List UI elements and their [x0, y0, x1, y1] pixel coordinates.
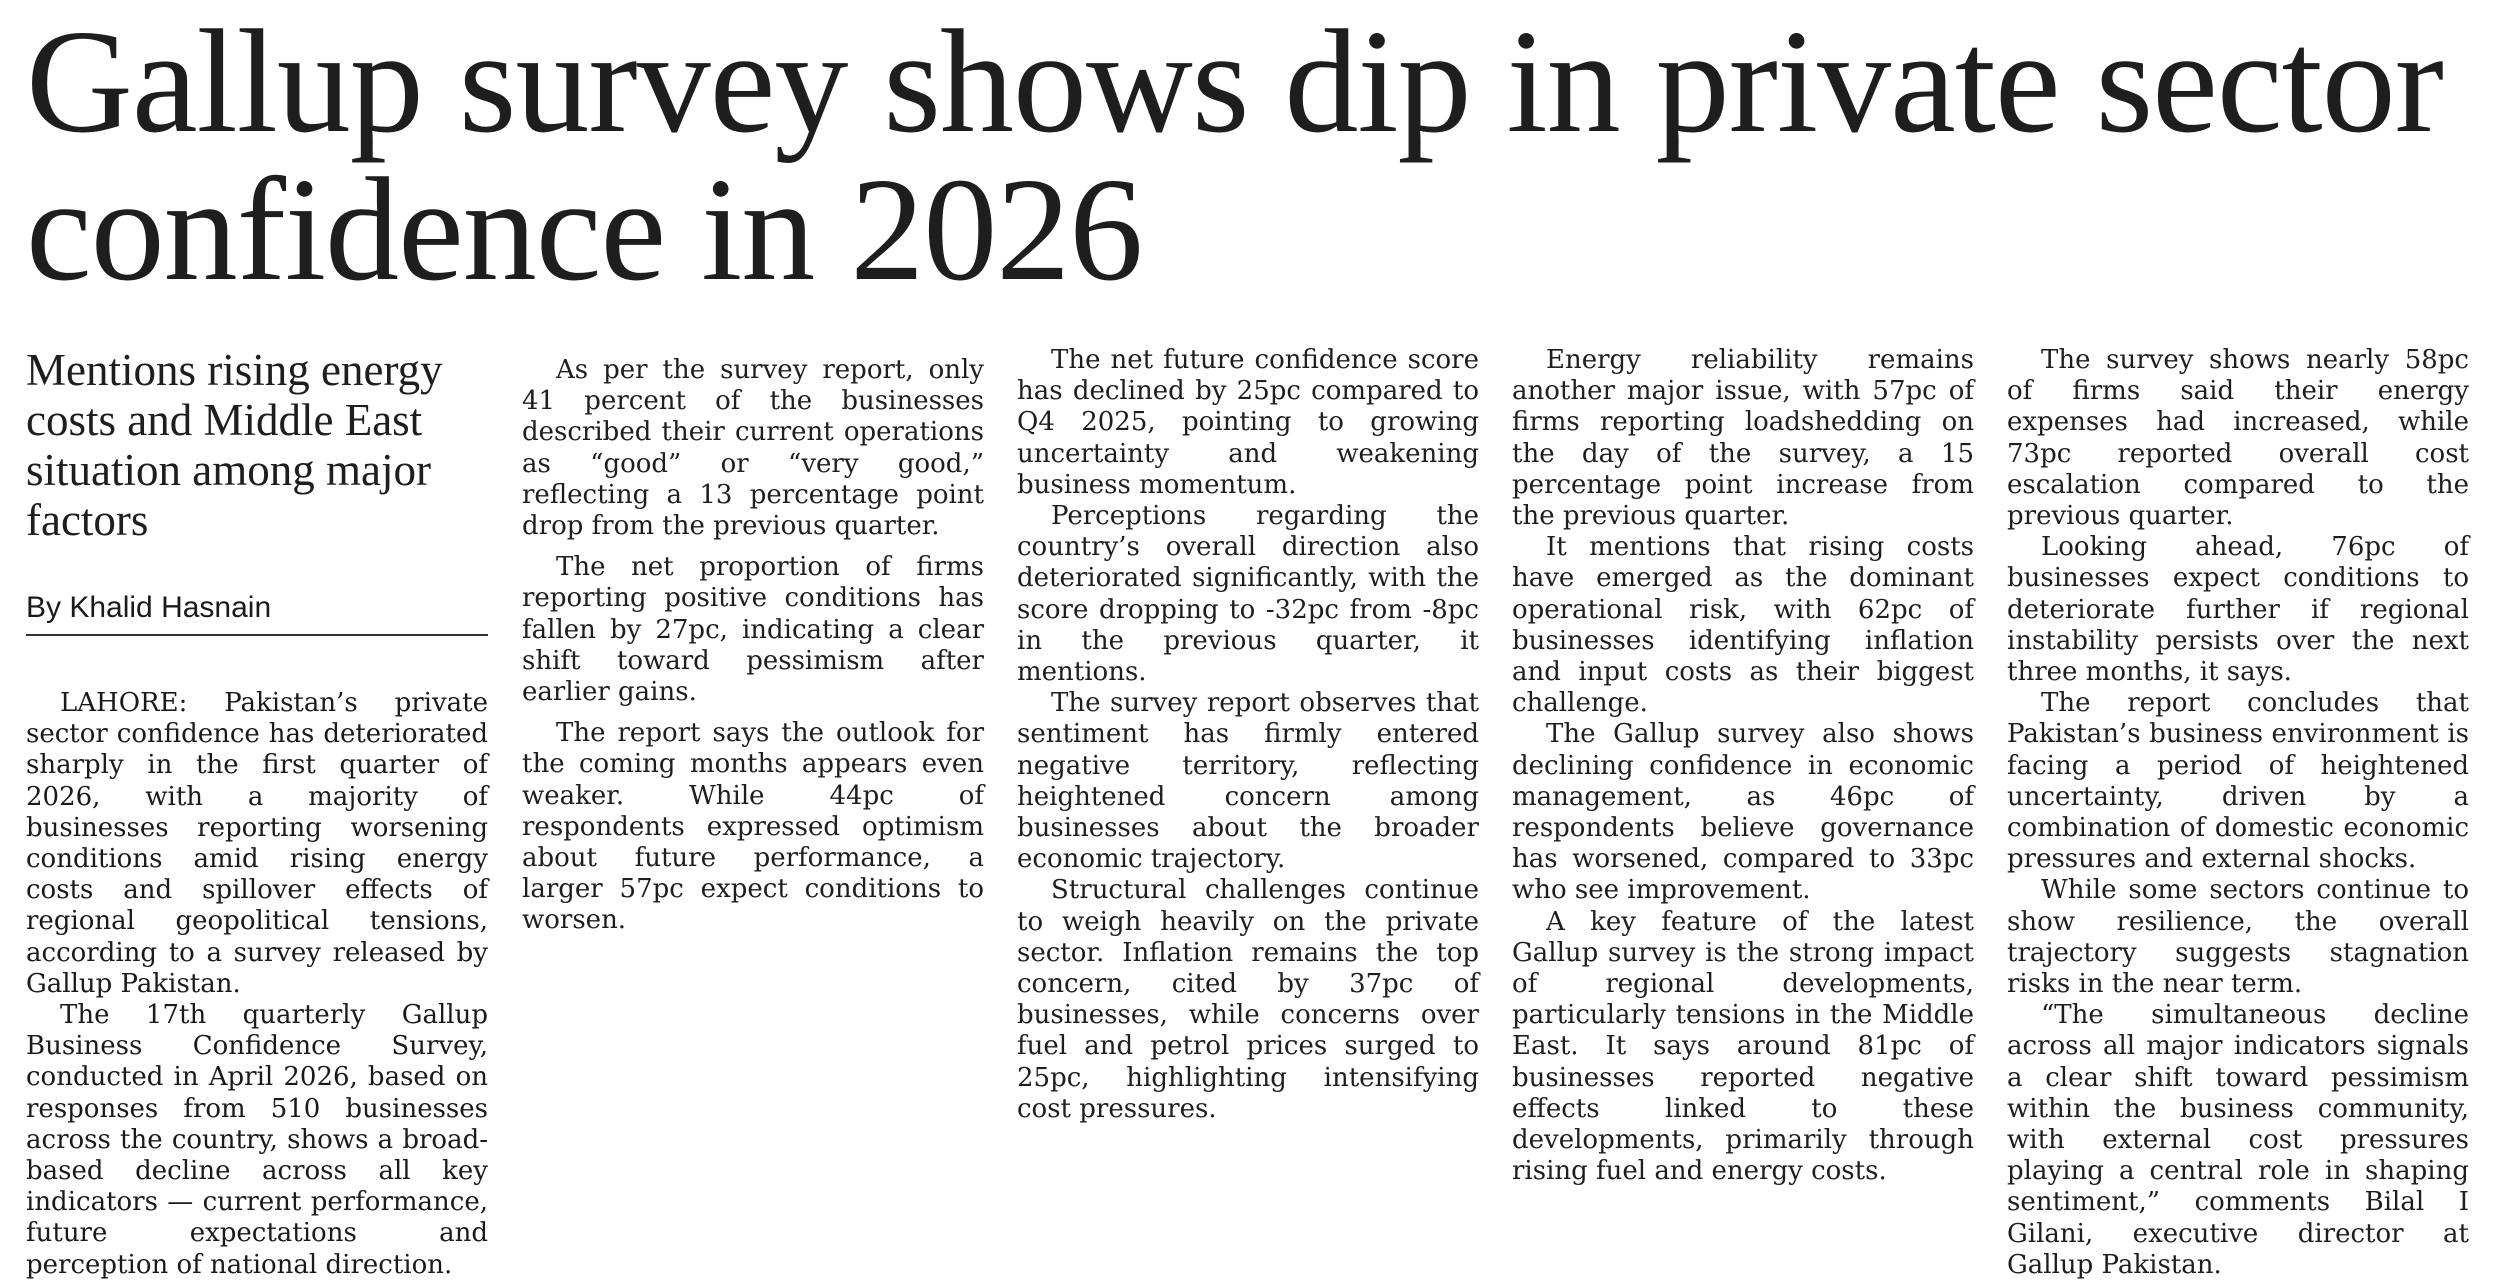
column-1-body — [26, 688, 488, 1281]
paragraph: The net proportion of firms reporting positive conditions has fallen by 27pc, indicating a clear shift toward pessimism after earlier gains. — [522, 552, 984, 708]
paragraph: The survey report observes that sentiment has firmly entered negative territory, reflecting heightened concern among businesses about the broader economic trajectory. — [1017, 688, 1479, 875]
column-4 — [1512, 345, 1974, 1187]
paragraph: Looking ahead, 76pc of businesses expect conditions to deteriorate further if regional instability persists over the next three months, it says. — [2007, 532, 2469, 688]
column-1 — [26, 345, 488, 1280]
paragraph: The survey shows nearly 58pc of firms said their energy expenses had increased, while 73pc reported overall cost escalation compared to the previous quarter. — [2007, 345, 2469, 532]
column-3 — [1017, 345, 1479, 1125]
paragraph: It mentions that rising costs have emerged as the dominant operational risk, with 62pc of businesses identifying inflation and input costs as their biggest challenge. — [1512, 532, 1974, 719]
paragraph: LAHORE: Pakistan’s private sector confidence has deteriorated sharply in the first quarter of 2026, with a majority of businesses reporting worsening conditions amid rising energy costs and spillover effects of regional geopolitical tensions, according to a survey released by Gallup Pakistan. — [26, 688, 488, 999]
paragraph: A key feature of the latest Gallup survey is the strong impact of regional developments, particularly tensions in the Middle East. It says around 81pc of businesses reported negative effects linked to these developments, primarily through rising fuel and energy costs. — [1512, 906, 1974, 1187]
paragraph: The report concludes that Pakistan’s business environment is facing a period of heightened uncertainty, driven by a combination of domestic economic pressures and external shocks. — [2007, 688, 2469, 875]
subheadline: Mentions rising energy costs and Middle East situation among major factors — [26, 345, 443, 545]
paragraph: Energy reliability remains another major issue, with 57pc of firms reporting loadshedding on the day of the survey, a 15 percentage point increase from the previous quarter. — [1512, 345, 1974, 532]
paragraph: While some sectors continue to show resilience, the overall trajectory suggests stagnation risks in the near term. — [2007, 875, 2469, 1000]
paragraph: As per the survey report, only 41 percent of the businesses described their current operations as “good” or “very good,” reflecting a 13 percentage point drop from the previous quarter. — [522, 355, 984, 542]
paragraph: The net future confidence score has declined by 25pc compared to Q4 2025, pointing to growing uncertainty and weakening business momentum. — [1017, 345, 1479, 500]
paragraph: The Gallup survey also shows declining confidence in economic management, as 46pc of respondents believe governance has worsened, compared to 33pc who see improvement. — [1512, 719, 1974, 906]
byline: By Khalid Hasnain — [26, 590, 488, 636]
paragraph: Structural challenges continue to weigh heavily on the private sector. Inflation remains the top concern, cited by 37pc of businesses, while concerns over fuel and petrol prices surged to 25pc, highlighting intensifying cost pressures. — [1017, 875, 1479, 1124]
paragraph: The 17th quarterly Gallup Business Confidence Survey, conducted in April 2026, based on responses from 510 businesses across the country, shows a broad-based decline across all key indicators — current performance, future expectations and perception of national direction. — [26, 1000, 488, 1280]
column-2 — [522, 345, 984, 937]
headline: Gallup survey shows dip in private sector confidence in 2026 — [26, 0, 2443, 312]
paragraph: The report says the outlook for the coming months appears even weaker. While 44pc of respondents expressed optimism about future performance, a larger 57pc expect conditions to worsen. — [522, 718, 984, 936]
paragraph: Perceptions regarding the country’s overall direction also deteriorated significantly, with the score dropping to -32pc from -8pc in the previous quarter, it mentions. — [1017, 501, 1479, 688]
paragraph: “The simultaneous decline across all major indicators signals a clear shift toward pessimism within the business community, with external cost pressures playing a central role in shaping sentiment,” comments Bilal I Gilani, executive director at Gallup Pakistan. — [2007, 1000, 2469, 1280]
column-5 — [2007, 345, 2469, 1281]
